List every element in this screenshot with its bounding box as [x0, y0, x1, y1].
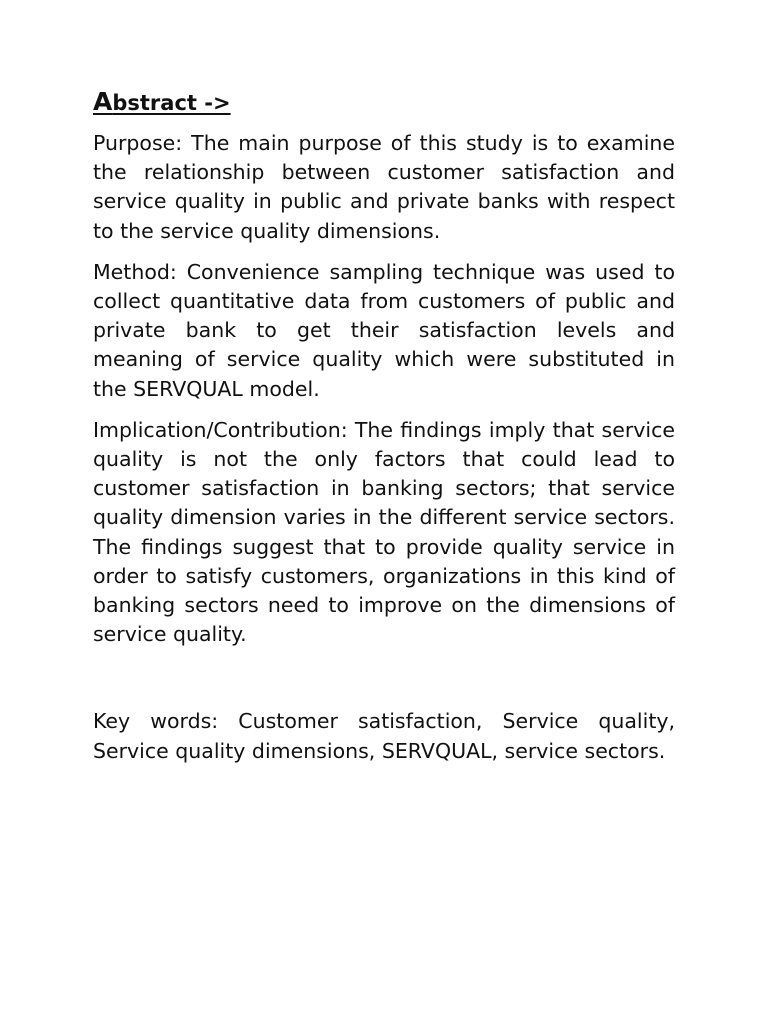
abstract-heading — [93, 84, 675, 121]
abstract-heading-initial: A — [93, 87, 113, 116]
document-page — [93, 84, 675, 778]
implication-paragraph: Implication/Contribution: The findings imply that service quality is not the only factors that could lead to customer satisfaction in banking sectors; that service quality dimension varies in the different service sectors. The findings suggest that to provide quality service in order to satisfy customers, organizations in this kind of banking sectors need to improve on the dimensions of service quality. — [93, 417, 675, 647]
abstract-heading-rest: bstract -> — [112, 91, 231, 115]
purpose-paragraph: Purpose: The main purpose of this study is to examine the relationship between customer satisfaction and service quality in public and private banks with respect to the service quality dimensions. — [93, 131, 675, 243]
method-paragraph: Method: Convenience sampling technique was used to collect quantitative data from customers of public and private bank to get their satisfaction levels and meaning of service quality which were substituted in the SERVQUAL model. — [93, 259, 675, 401]
keywords-paragraph: Key words: Customer satisfaction, Service quality, Service quality dimensions, SERVQUAL, service sectors. — [93, 709, 675, 763]
